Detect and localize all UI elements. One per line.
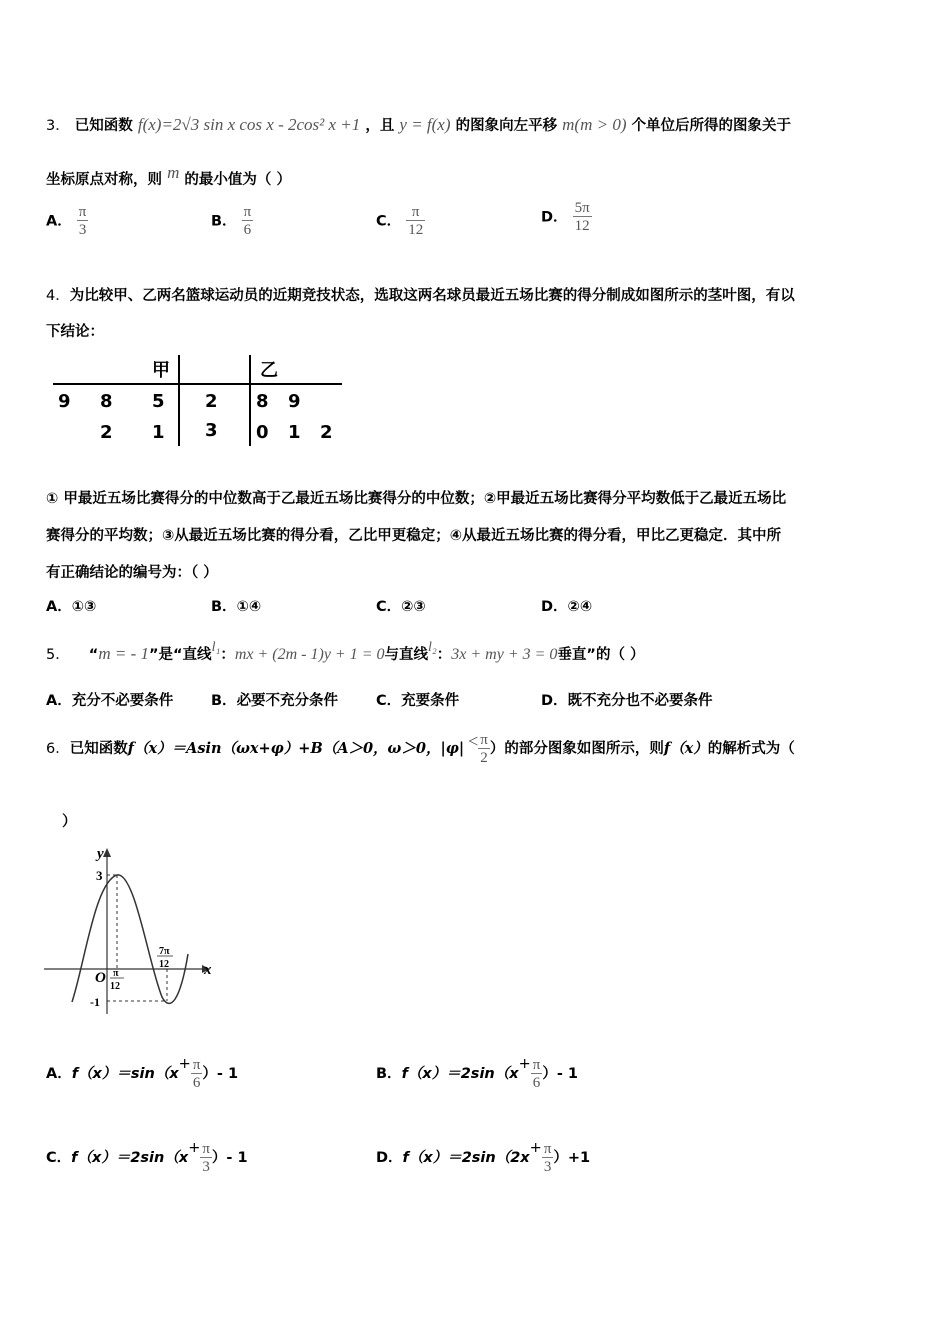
q6-option-d xyxy=(376,1140,590,1176)
q6-line xyxy=(46,731,795,767)
q3-line1 xyxy=(46,114,791,135)
fraction xyxy=(77,204,89,239)
q5-option-c xyxy=(376,689,459,710)
q4-option-c xyxy=(376,595,426,616)
fraction xyxy=(573,200,592,235)
q3-m-cond: m(m > 0) xyxy=(562,115,627,134)
q3-shift: y = f(x) xyxy=(399,115,451,134)
tick1-num: π xyxy=(113,968,119,979)
q5-option-b xyxy=(211,689,338,710)
option-plus: + xyxy=(188,1140,201,1156)
option-pre: f（x）＝sin（x xyxy=(71,1066,179,1082)
q3-option-c xyxy=(376,204,425,239)
option-label: B． xyxy=(211,693,237,709)
option-text: 必要不充分条件 xyxy=(236,693,339,709)
fraction xyxy=(242,204,254,239)
y-label: y xyxy=(97,846,104,862)
q5-option-a xyxy=(46,689,173,710)
q5-is: 是“直线 xyxy=(158,647,212,663)
q6-text-b: ）的部分图象如图所示，则 xyxy=(489,741,664,757)
q3-line2 xyxy=(46,163,291,189)
option-post: ）- 1 xyxy=(542,1066,578,1082)
option-label: C． xyxy=(376,599,402,615)
max-label: 3 xyxy=(96,868,103,883)
x-label: x xyxy=(204,962,212,978)
option-label: D． xyxy=(541,693,568,709)
option-text: ①④ xyxy=(236,599,262,615)
option-label: D． xyxy=(541,599,568,615)
leaf-left: 5 xyxy=(152,391,165,412)
frac-den: 3 xyxy=(543,1158,552,1175)
q6-option-b xyxy=(376,1056,578,1092)
q5-number: 5． xyxy=(46,647,70,663)
frac-num: π xyxy=(480,731,488,748)
q5-colon1: ： xyxy=(220,647,235,663)
q3-option-b xyxy=(211,204,253,239)
frac-den: 3 xyxy=(78,222,87,238)
option-post: ）- 1 xyxy=(202,1066,239,1082)
option-text: 充分不必要条件 xyxy=(71,693,174,709)
sine-curve xyxy=(72,875,188,1004)
option-text: ②③ xyxy=(401,599,426,615)
q4-option-b xyxy=(211,595,261,616)
q6-fraction xyxy=(478,732,490,767)
min-label: -1 xyxy=(90,995,100,1009)
leaf-right: 1 xyxy=(288,422,301,443)
leaf-right: 8 xyxy=(256,391,269,412)
q6-lt: < xyxy=(468,731,479,751)
option-text: ①③ xyxy=(71,599,97,615)
q4-line1 xyxy=(46,284,795,305)
frac-num: π xyxy=(532,1056,541,1073)
q5-l2: l₂ xyxy=(428,640,437,655)
q4-line2: 下结论： xyxy=(46,324,104,340)
frac-num: π xyxy=(78,204,87,220)
q6-option-c xyxy=(46,1140,248,1176)
option-text: 既不充分也不必要条件 xyxy=(567,693,713,709)
option-pre: f（x）＝2sin（2x xyxy=(402,1150,530,1166)
frac-den: 6 xyxy=(243,222,252,238)
q5-with: 与直线 xyxy=(384,647,429,663)
leaf-left: 1 xyxy=(152,422,165,443)
option-post: ）- 1 xyxy=(211,1150,248,1166)
leaf-left: 8 xyxy=(100,391,113,412)
q3-number: 3． xyxy=(46,118,70,134)
q5-line xyxy=(46,640,645,664)
leaf-left: 2 xyxy=(100,422,113,443)
option-label: A． xyxy=(46,1066,72,1082)
q5-quote-close: ” xyxy=(149,647,159,663)
q5-condition: m = - 1 xyxy=(98,644,149,663)
q3-function: f(x)=2√3 sin x cos x - 2cos² x +1 xyxy=(137,115,361,134)
option-plus: + xyxy=(518,1056,531,1072)
q5-tail: 垂直”的（ ） xyxy=(557,647,645,663)
option-plus: + xyxy=(529,1140,542,1156)
q4-option-a xyxy=(46,595,96,616)
option-label: C． xyxy=(46,1150,72,1166)
q3-option-a xyxy=(46,204,88,239)
leaf-right: 0 xyxy=(256,422,269,443)
q4-para3: 有正确结论的编号为：（ ） xyxy=(46,565,218,581)
fraction xyxy=(542,1141,554,1176)
sine-graph xyxy=(40,842,220,1017)
q4-para1: ① 甲最近五场比赛得分的中位数高于乙最近五场比赛得分的中位数；②甲最近五场比赛得分平均数低于乙最近五场比 xyxy=(46,491,787,507)
option-label: C． xyxy=(376,693,402,709)
origin-label: O xyxy=(95,970,106,986)
q3-m-var: m xyxy=(167,163,180,182)
q6-option-a xyxy=(46,1056,238,1092)
q5-option-d xyxy=(541,689,713,710)
option-text: 充要条件 xyxy=(401,693,460,709)
frac-den: 2 xyxy=(480,749,488,766)
frac-num: π xyxy=(202,1140,210,1157)
q4-text: 为比较甲、乙两名篮球运动员的近期竞技状态，选取这两名球员最近五场比赛的得分制成如图所示的茎叶图，有以 xyxy=(69,288,795,304)
q4-option-d xyxy=(541,595,592,616)
fraction xyxy=(191,1057,203,1092)
option-post: ）+1 xyxy=(553,1150,591,1166)
frac-num: π xyxy=(192,1056,201,1073)
q4-number: 4． xyxy=(46,288,70,304)
frac-den: 12 xyxy=(408,222,424,238)
frac-num: π xyxy=(543,1140,552,1157)
option-label: B． xyxy=(211,599,237,615)
frac-den: 3 xyxy=(202,1158,210,1175)
option-label: B． xyxy=(376,1066,402,1082)
leaf-left: 9 xyxy=(58,391,71,412)
q3-suffix: 个单位后所得的图象关于 xyxy=(631,118,792,134)
q6-number: 6． xyxy=(46,741,70,757)
tick1-den: 12 xyxy=(110,981,120,992)
frac-num: 5π xyxy=(574,200,590,216)
y-arrow-icon xyxy=(103,848,111,857)
fraction xyxy=(406,204,425,239)
q6-fx: f（x）＝Asin（ωx+φ）+B（A＞0，ω＞0，|φ| xyxy=(127,740,465,757)
frac-den: 6 xyxy=(532,1074,541,1091)
option-plus: + xyxy=(178,1056,191,1072)
frac-den: 6 xyxy=(192,1074,201,1091)
q3-mid2: 的图象向左平移 xyxy=(455,118,558,134)
stem-leaf-diagram xyxy=(50,350,350,450)
q3-line2-a: 坐标原点对称，则 xyxy=(46,172,162,188)
fraction xyxy=(200,1141,212,1176)
fraction xyxy=(531,1057,543,1092)
frac-den: 12 xyxy=(574,218,590,234)
option-text: ②④ xyxy=(567,599,593,615)
option-label: A． xyxy=(46,693,72,709)
q4-para2: 赛得分的平均数；③从最近五场比赛的得分看，乙比甲更稳定；④从最近五场比赛的得分看，甲比乙更稳定．其中所 xyxy=(46,528,782,544)
q3-option-d xyxy=(541,200,592,235)
tick2-den: 12 xyxy=(159,959,169,970)
stem: 2 xyxy=(205,391,218,412)
q5-eq1: mx + (2m - 1)y + 1 = 0 xyxy=(234,646,385,663)
q3-prefix: 已知函数 xyxy=(74,118,133,134)
leaf-right: 9 xyxy=(288,391,301,412)
option-label: D． xyxy=(376,1150,403,1166)
option-label: D． xyxy=(541,209,568,226)
frac-num: π xyxy=(243,204,252,220)
frac-num: π xyxy=(411,204,420,220)
option-label: C． xyxy=(376,213,402,230)
option-label: A． xyxy=(46,213,72,230)
stem: 3 xyxy=(205,420,218,441)
q6-text-a: 已知函数 xyxy=(69,741,128,757)
option-pre: f（x）＝2sin（x xyxy=(71,1150,189,1166)
header-left: 甲 xyxy=(152,360,170,381)
q5-quote-open: “ xyxy=(88,647,99,663)
option-label: B． xyxy=(211,213,237,230)
q6-close: ） xyxy=(62,814,77,830)
q5-l1: l₁ xyxy=(211,640,221,655)
q6-fx2: f（x） xyxy=(663,740,708,757)
tick2-num: 7π xyxy=(159,946,170,957)
q3-line2-b: 的最小值为（ ） xyxy=(184,172,291,188)
option-pre: f（x）＝2sin（x xyxy=(401,1066,519,1082)
option-label: A． xyxy=(46,599,72,615)
q5-eq2: 3x + my + 3 = 0 xyxy=(451,646,558,663)
q5-colon2: ： xyxy=(436,647,452,663)
q6-text-c: 的解析式为（ xyxy=(707,741,795,757)
leaf-right: 2 xyxy=(320,422,333,443)
header-right: 乙 xyxy=(260,360,278,381)
q3-mid1: ，且 xyxy=(365,118,395,134)
